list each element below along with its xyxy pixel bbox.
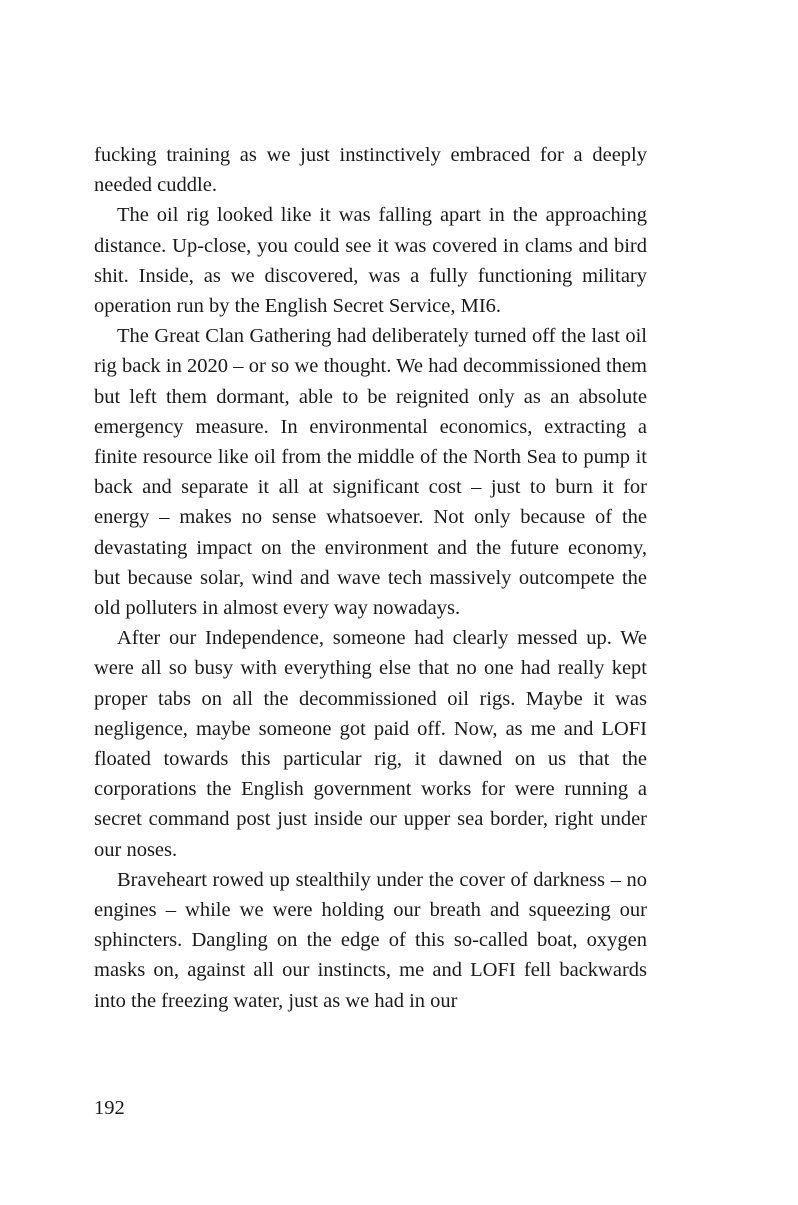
page-number: 192 [94, 1097, 125, 1119]
paragraph: After our Independence, someone had clearly messed up. We were all so busy with everything else that no one had really kept proper tabs on all the decommissioned oil rigs. Maybe it was negligence, maybe someone got paid off. Now, as me and LOFI floated towards this particular rig, it dawned on us that the corporations the English government works for were running a secret command post just inside our upper sea border, right under our noses. [94, 627, 647, 861]
paragraph: The oil rig looked like it was falling apart in the approaching distance. Up-close, you could see it was covered in clams and bird shit. Inside, as we discovered, was a fully functioning military operation run by the English Secret Service, MI6. [94, 204, 647, 318]
paragraph: The Great Clan Gathering had deliberately turned off the last oil rig back in 2020 – or so we thought. We had decommissioned them but left them dormant, able to be reignited only as an absolute emergency measure. In environmental economics, extracting a finite resource like oil from the middle of the North Sea to pump it back and separate it all at significant cost – just to burn it for energy – makes no sense whatsoever. Not only because of the devastating impact on the environment and the future economy, but because solar, wind and wave tech massively outcompete the old polluters in almost every way nowadays. [94, 325, 647, 620]
paragraph: Braveheart rowed up stealthily under the cover of darkness – no engines – while we were holding our breath and squeezing our sphincters. Dangling on the edge of this so-called boat, oxygen masks on, against all our instincts, me and LOFI fell backwards into the freezing water, just as we had in our [94, 868, 647, 1012]
body-text [94, 140, 647, 1016]
paragraph: fucking training as we just instinctively embraced for a deeply needed cuddle. [94, 144, 647, 197]
